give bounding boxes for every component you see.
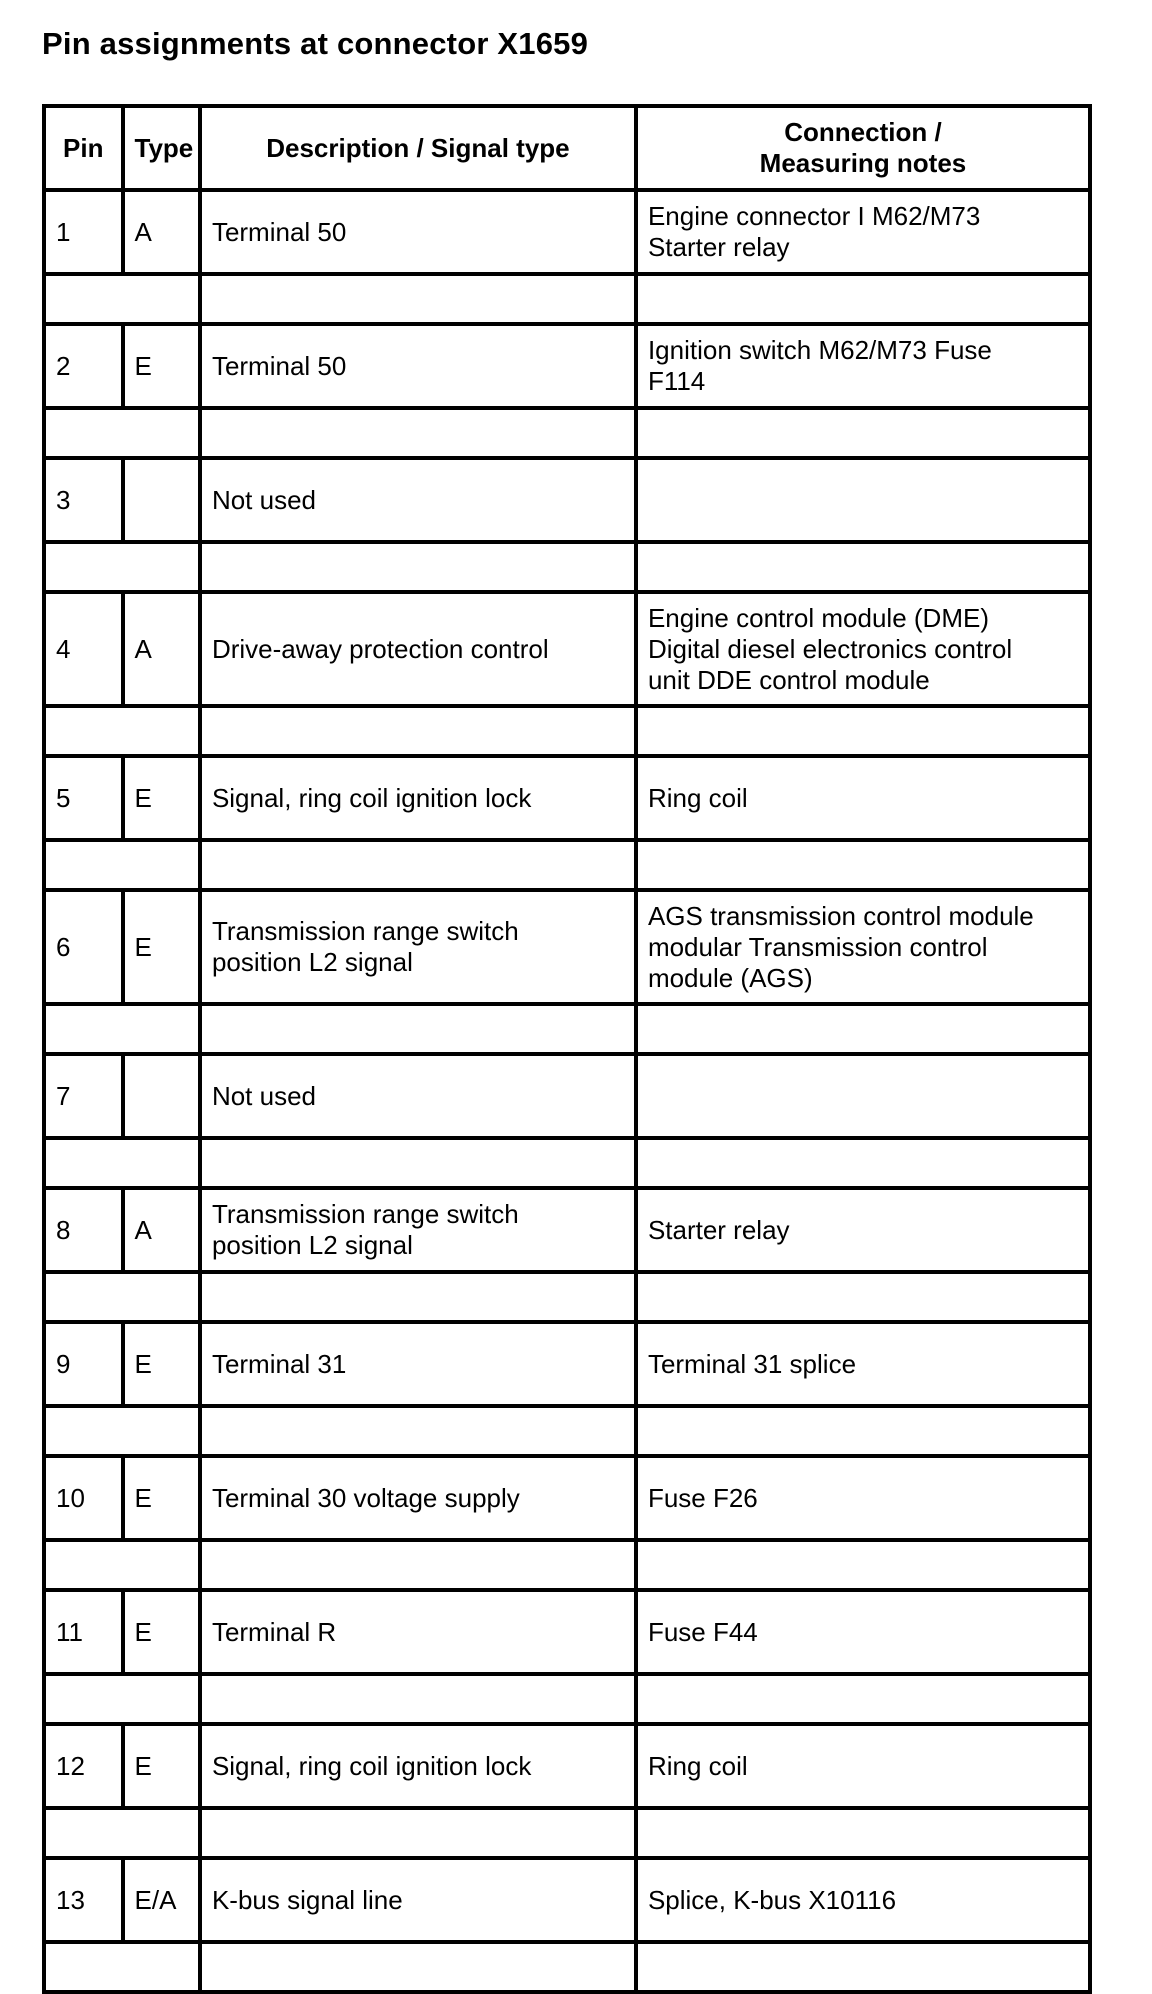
header-pin: Pin [44, 106, 123, 190]
cell-type: E [123, 1590, 200, 1674]
spacer-cell [636, 840, 1090, 890]
cell-description: Transmission range switch position L2 signal [200, 890, 636, 1004]
cell-description: K-bus signal line [200, 1858, 636, 1942]
cell-pin: 12 [44, 1724, 123, 1808]
table-row [44, 1322, 1090, 1406]
cell-type: A [123, 1188, 200, 1272]
cell-pin: 6 [44, 890, 123, 1004]
spacer-cell [200, 1272, 636, 1322]
cell-connection: Engine control module (DME) Digital diesel electronics control unit DDE control module [636, 592, 1090, 706]
table-row [44, 1590, 1090, 1674]
cell-pin: 4 [44, 592, 123, 706]
spacer-cell [44, 1942, 200, 1992]
cell-pin: 2 [44, 324, 123, 408]
spacer-cell [636, 1406, 1090, 1456]
spacer-cell [636, 542, 1090, 592]
cell-connection: Ring coil [636, 1724, 1090, 1808]
cell-pin: 5 [44, 756, 123, 840]
spacer-cell [636, 408, 1090, 458]
spacer-cell [636, 1942, 1090, 1992]
spacer-cell [636, 1540, 1090, 1590]
cell-type: E [123, 890, 200, 1004]
cell-connection: Fuse F26 [636, 1456, 1090, 1540]
spacer-cell [44, 542, 200, 592]
spacer-cell [44, 840, 200, 890]
spacer-row [44, 1004, 1090, 1054]
cell-connection: Fuse F44 [636, 1590, 1090, 1674]
table-row [44, 1054, 1090, 1138]
spacer-row [44, 840, 1090, 890]
table-row [44, 890, 1090, 1004]
spacer-cell [636, 1272, 1090, 1322]
cell-pin: 8 [44, 1188, 123, 1272]
cell-type: A [123, 190, 200, 274]
cell-pin: 9 [44, 1322, 123, 1406]
table-row [44, 1188, 1090, 1272]
cell-connection: Ring coil [636, 756, 1090, 840]
cell-pin: 13 [44, 1858, 123, 1942]
header-description: Description / Signal type [200, 106, 636, 190]
spacer-cell [200, 1406, 636, 1456]
cell-pin: 11 [44, 1590, 123, 1674]
cell-pin: 1 [44, 190, 123, 274]
pin-assignment-table [42, 104, 1092, 1994]
cell-type: E [123, 324, 200, 408]
spacer-cell [636, 1004, 1090, 1054]
spacer-row [44, 542, 1090, 592]
spacer-cell [200, 542, 636, 592]
cell-pin: 7 [44, 1054, 123, 1138]
spacer-cell [44, 1004, 200, 1054]
cell-description: Signal, ring coil ignition lock [200, 1724, 636, 1808]
table-row [44, 1858, 1090, 1942]
spacer-cell [44, 1674, 200, 1724]
spacer-row [44, 1138, 1090, 1188]
cell-type [123, 1054, 200, 1138]
spacer-cell [200, 840, 636, 890]
cell-type [123, 458, 200, 542]
cell-description: Terminal 50 [200, 190, 636, 274]
spacer-row [44, 1808, 1090, 1858]
cell-type: E [123, 756, 200, 840]
table-row [44, 1456, 1090, 1540]
spacer-cell [44, 706, 200, 756]
spacer-row [44, 1540, 1090, 1590]
header-connection: Connection / Measuring notes [636, 106, 1090, 190]
cell-connection: Ignition switch M62/M73 Fuse F114 [636, 324, 1090, 408]
spacer-cell [200, 1004, 636, 1054]
spacer-cell [44, 408, 200, 458]
cell-description: Terminal 50 [200, 324, 636, 408]
spacer-cell [44, 1808, 200, 1858]
spacer-cell [200, 408, 636, 458]
table-row [44, 324, 1090, 408]
cell-type: E [123, 1724, 200, 1808]
table-row [44, 756, 1090, 840]
spacer-cell [636, 1138, 1090, 1188]
cell-connection: Terminal 31 splice [636, 1322, 1090, 1406]
cell-description: Not used [200, 1054, 636, 1138]
spacer-cell [200, 1674, 636, 1724]
cell-connection [636, 458, 1090, 542]
cell-description: Transmission range switch position L2 signal [200, 1188, 636, 1272]
cell-type: E/A [123, 1858, 200, 1942]
table-row [44, 458, 1090, 542]
spacer-cell [636, 274, 1090, 324]
spacer-cell [636, 1808, 1090, 1858]
table-header-row [44, 106, 1090, 190]
cell-description: Not used [200, 458, 636, 542]
spacer-cell [200, 274, 636, 324]
spacer-cell [200, 1942, 636, 1992]
cell-description: Terminal 30 voltage supply [200, 1456, 636, 1540]
cell-description: Drive-away protection control [200, 592, 636, 706]
spacer-cell [44, 1540, 200, 1590]
cell-description: Terminal R [200, 1590, 636, 1674]
spacer-row [44, 1272, 1090, 1322]
spacer-row [44, 274, 1090, 324]
spacer-cell [200, 706, 636, 756]
cell-connection: Splice, K-bus X10116 [636, 1858, 1090, 1942]
table-row [44, 592, 1090, 706]
spacer-cell [200, 1540, 636, 1590]
cell-pin: 10 [44, 1456, 123, 1540]
spacer-row [44, 1674, 1090, 1724]
spacer-row [44, 408, 1090, 458]
table-row [44, 190, 1090, 274]
spacer-cell [636, 1674, 1090, 1724]
spacer-cell [636, 706, 1090, 756]
spacer-cell [44, 1272, 200, 1322]
spacer-cell [44, 1138, 200, 1188]
cell-type: A [123, 592, 200, 706]
spacer-cell [44, 1406, 200, 1456]
cell-description: Signal, ring coil ignition lock [200, 756, 636, 840]
spacer-cell [200, 1808, 636, 1858]
cell-connection: Engine connector I M62/M73 Starter relay [636, 190, 1090, 274]
spacer-row [44, 1406, 1090, 1456]
cell-type: E [123, 1456, 200, 1540]
spacer-row [44, 1942, 1090, 1992]
spacer-row [44, 706, 1090, 756]
cell-description: Terminal 31 [200, 1322, 636, 1406]
spacer-cell [200, 1138, 636, 1188]
header-type: Type [123, 106, 200, 190]
page-title: Pin assignments at connector X1659 [42, 26, 589, 61]
spacer-cell [44, 274, 200, 324]
cell-pin: 3 [44, 458, 123, 542]
cell-connection: Starter relay [636, 1188, 1090, 1272]
cell-type: E [123, 1322, 200, 1406]
table-row [44, 1724, 1090, 1808]
cell-connection: AGS transmission control module modular Transmission control module (AGS) [636, 890, 1090, 1004]
cell-connection [636, 1054, 1090, 1138]
